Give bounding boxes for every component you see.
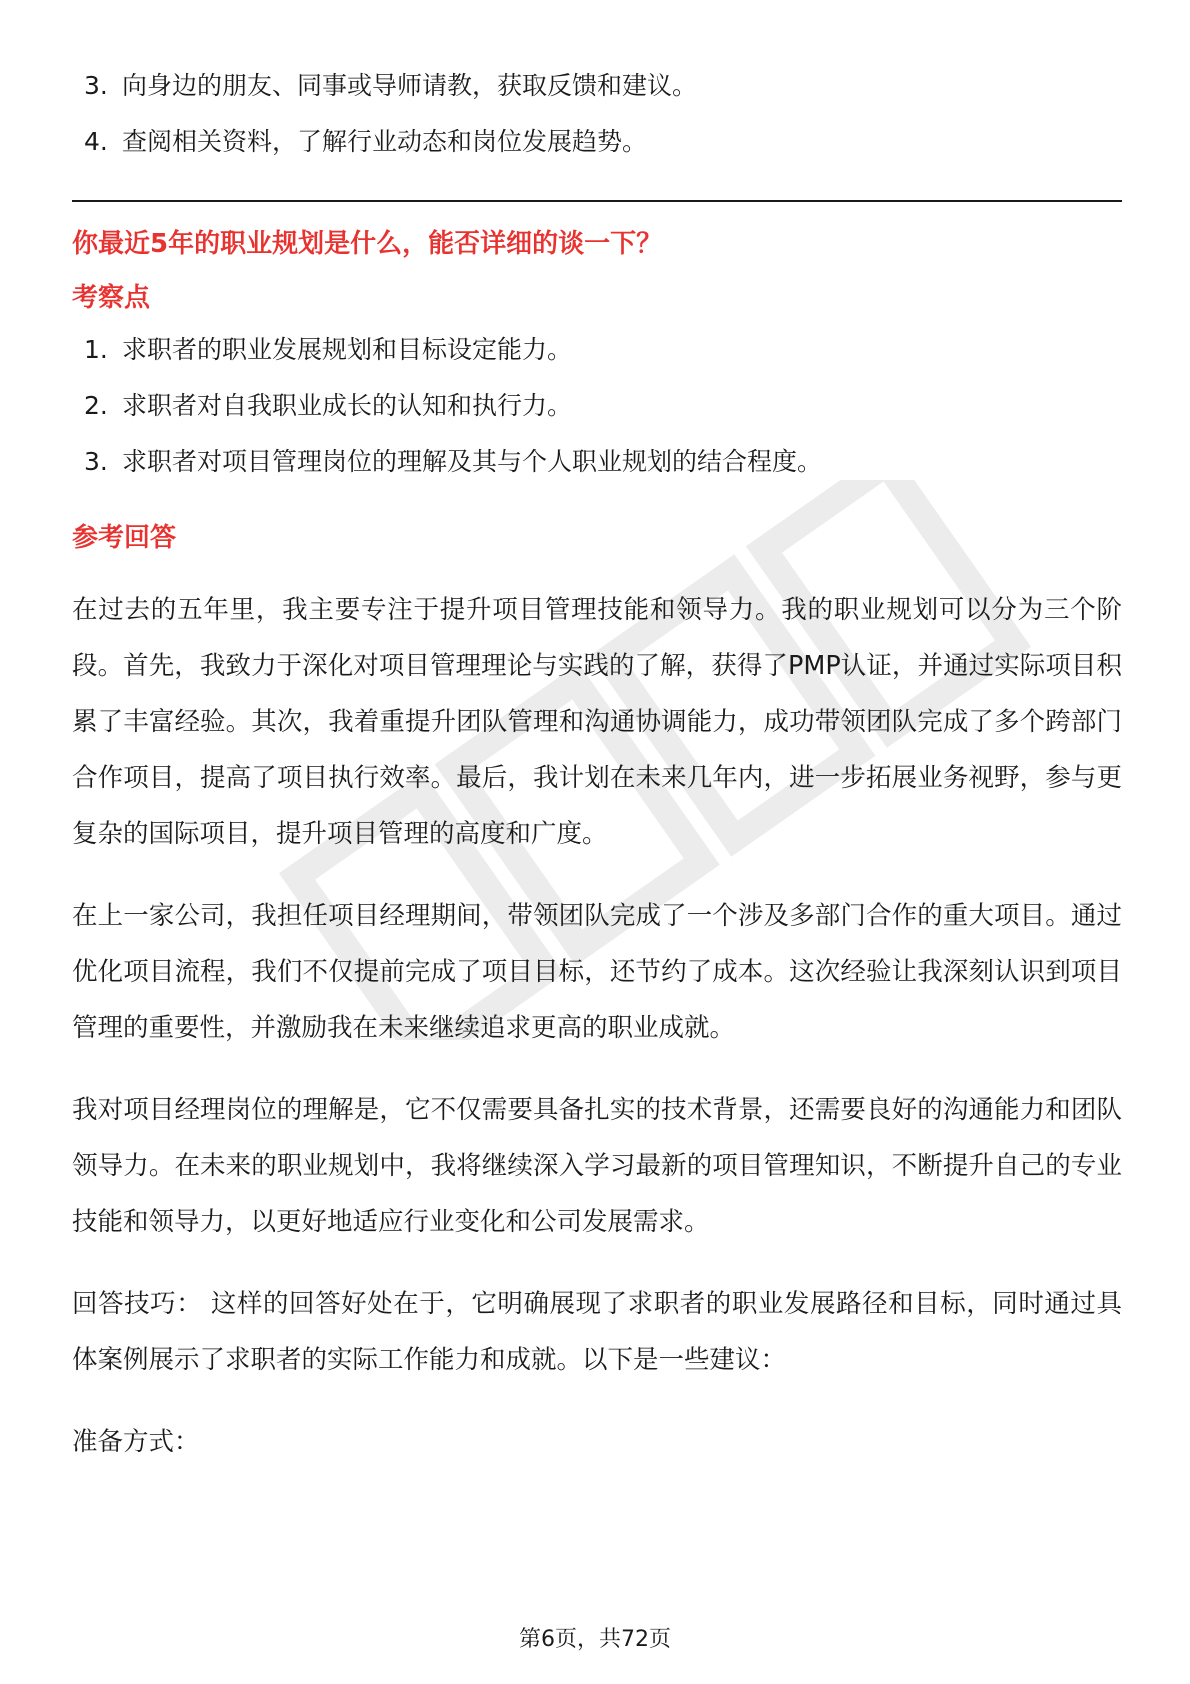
list-item: 4. 查阅相关资料，了解行业动态和岗位发展趋势。	[84, 127, 648, 156]
answer-tips-paragraph: 回答技巧： 这样的回答好处在于，它明确展现了求职者的职业发展路径和目标，同时通过具体案例展示了求职者的实际工作能力和成就。以下是一些建议：	[72, 1289, 1122, 1375]
assessment-list	[72, 322, 1122, 490]
assessment-title: 考察点	[72, 283, 151, 313]
list-item: 2. 求职者对自我职业成长的认知和执行力。	[84, 391, 573, 420]
content-area	[72, 58, 1122, 1470]
top-list	[72, 58, 1122, 170]
question-heading: 你最近5年的职业规划是什么，能否详细的谈一下？	[72, 229, 663, 259]
page-footer: 第6页，共72页	[519, 1627, 671, 1652]
reference-answer-title: 参考回答	[72, 523, 177, 553]
list-item: 3. 求职者对项目管理岗位的理解及其与个人职业规划的结合程度。	[84, 447, 823, 476]
preparation-label: 准备方式：	[72, 1427, 200, 1457]
list-item: 3. 向身边的朋友、同事或导师请教，获取反馈和建议。	[84, 71, 698, 100]
answer-paragraph: 我对项目经理岗位的理解是，它不仅需要具备扎实的技术背景，还需要良好的沟通能力和团队领导力。在未来的职业规划中，我将继续深入学习最新的项目管理知识，不断提升自己的专业技能和领导力，以更好地适应行业变化和公司发展需求。	[72, 1095, 1122, 1237]
list-item: 1. 求职者的职业发展规划和目标设定能力。	[84, 335, 573, 364]
answer-paragraph: 在过去的五年里，我主要专注于提升项目管理技能和领导力。我的职业规划可以分为三个阶段。首先，我致力于深化对项目管理理论与实践的了解，获得了PMP认证，并通过实际项目积累了丰富经验。其次，我着重提升团队管理和沟通协调能力，成功带领团队完成了多个跨部门合作项目，提高了项目执行效率。最后，我计划在未来几年内，进一步拓展业务视野，参与更复杂的国际项目，提升项目管理的高度和广度。	[72, 595, 1122, 849]
answer-paragraph: 在上一家公司，我担任项目经理期间，带领团队完成了一个涉及多部门合作的重大项目。通过优化项目流程，我们不仅提前完成了项目目标，还节约了成本。这次经验让我深刻认识到项目管理的重要性，并激励我在未来继续追求更高的职业成就。	[72, 901, 1122, 1043]
section-divider	[72, 200, 1122, 202]
